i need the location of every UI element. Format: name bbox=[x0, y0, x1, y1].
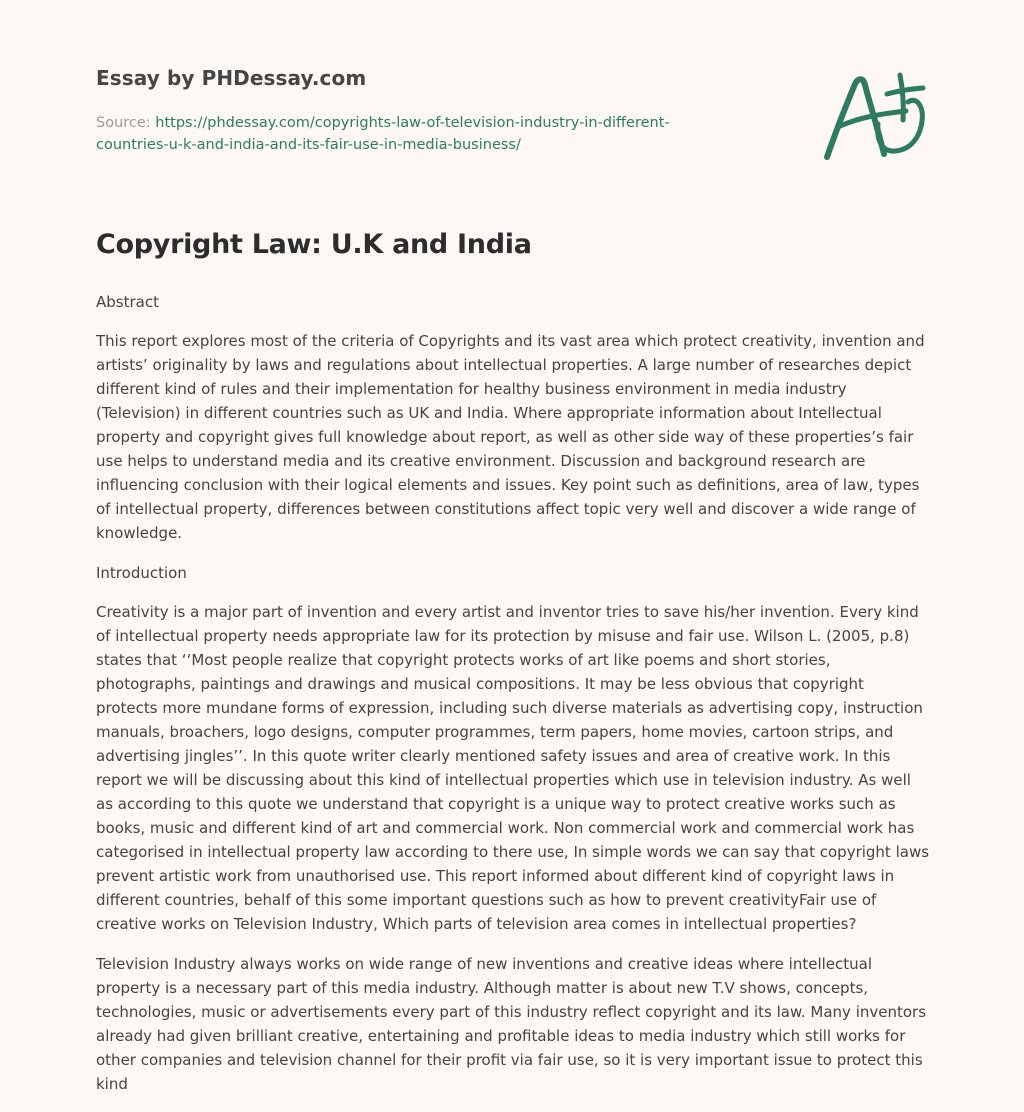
source-label: Source: bbox=[96, 115, 151, 131]
introduction-heading: Introduction bbox=[96, 564, 187, 582]
a-plus-logo-icon bbox=[818, 66, 934, 166]
source-link[interactable]: https://phdessay.com/copyrights-law-of-television-industry-in-different-countries-u-k-and-india-and-its-fair-use-in-media-business/ bbox=[96, 115, 670, 153]
source-line bbox=[96, 112, 716, 156]
abstract-paragraph: This report explores most of the criteria of Copyrights and its vast area which protect creativity, invention and artists’ originality by laws and regulations about intellectual properties. A large number of researches depict different kind of rules and their implementation for healthy business environment in media industry (Television) in different countries such as UK and India. Where appropriate information about Intellectual property and copyright gives full knowledge about report, as well as other side way of these properties’s fair use helps to understand media and its creative environment. Discussion and background research are influencing conclusion with their logical elements and issues. Key point such as definitions, area of law, types of intellectual property, differences between constitutions affect topic very well and discover a wide range of knowledge. bbox=[96, 332, 925, 542]
site-title: Essay by PHDessay.com bbox=[96, 66, 367, 90]
introduction-paragraph-2: Television Industry always works on wide range of new inventions and creative ideas where intellectual property is a necessary part of this media industry. Although matter is about new T.V shows, concepts, technologies, music or advertisements every part of this industry reflect copyright and its law. Many inventors already had given brilliant creative, entertaining and profitable ideas to media industry which still works for other companies and television channel for their profit via fair use, so it is very important issue to protect this kind bbox=[96, 955, 927, 1093]
article-content bbox=[96, 224, 930, 1112]
abstract-heading: Abstract bbox=[96, 293, 159, 311]
introduction-paragraph-1: Creativity is a major part of invention and every artist and inventor tries to save his/her invention. Every kind of intellectual property needs appropriate law for its protection by misuse and fair use. Wilson L. (2005, p.8) states that ‘‘Most people realize that copyright protects works of art like poems and short stories, photographs, paintings and drawings and musical compositions. It may be less obvious that copyright protects more mundane forms of expression, including such diverse materials as advertising copy, instruction manuals, broachers, logo designs, computer programmes, term papers, home movies, cartoon strips, and advertising jingles’’. In this quote writer clearly mentioned safety issues and area of creative work. In this report we will be discussing about this kind of intellectual properties which use in television industry. As well as according to this quote we understand that copyright is a unique way to protect creative works such as books, music and different kind of art and commercial work. Non commercial work and commercial work has categorised in intellectual property law according to there use, In simple words we can say that copyright laws prevent artistic work from unauthorised use. This report informed about different kind of copyright laws in different countries, behalf of this some important questions such as how to prevent creativityFair use of creative works on Television Industry, Which parts of television area comes in intellectual properties? bbox=[96, 603, 930, 933]
article-title: Copyright Law: U.K and India bbox=[96, 229, 532, 260]
